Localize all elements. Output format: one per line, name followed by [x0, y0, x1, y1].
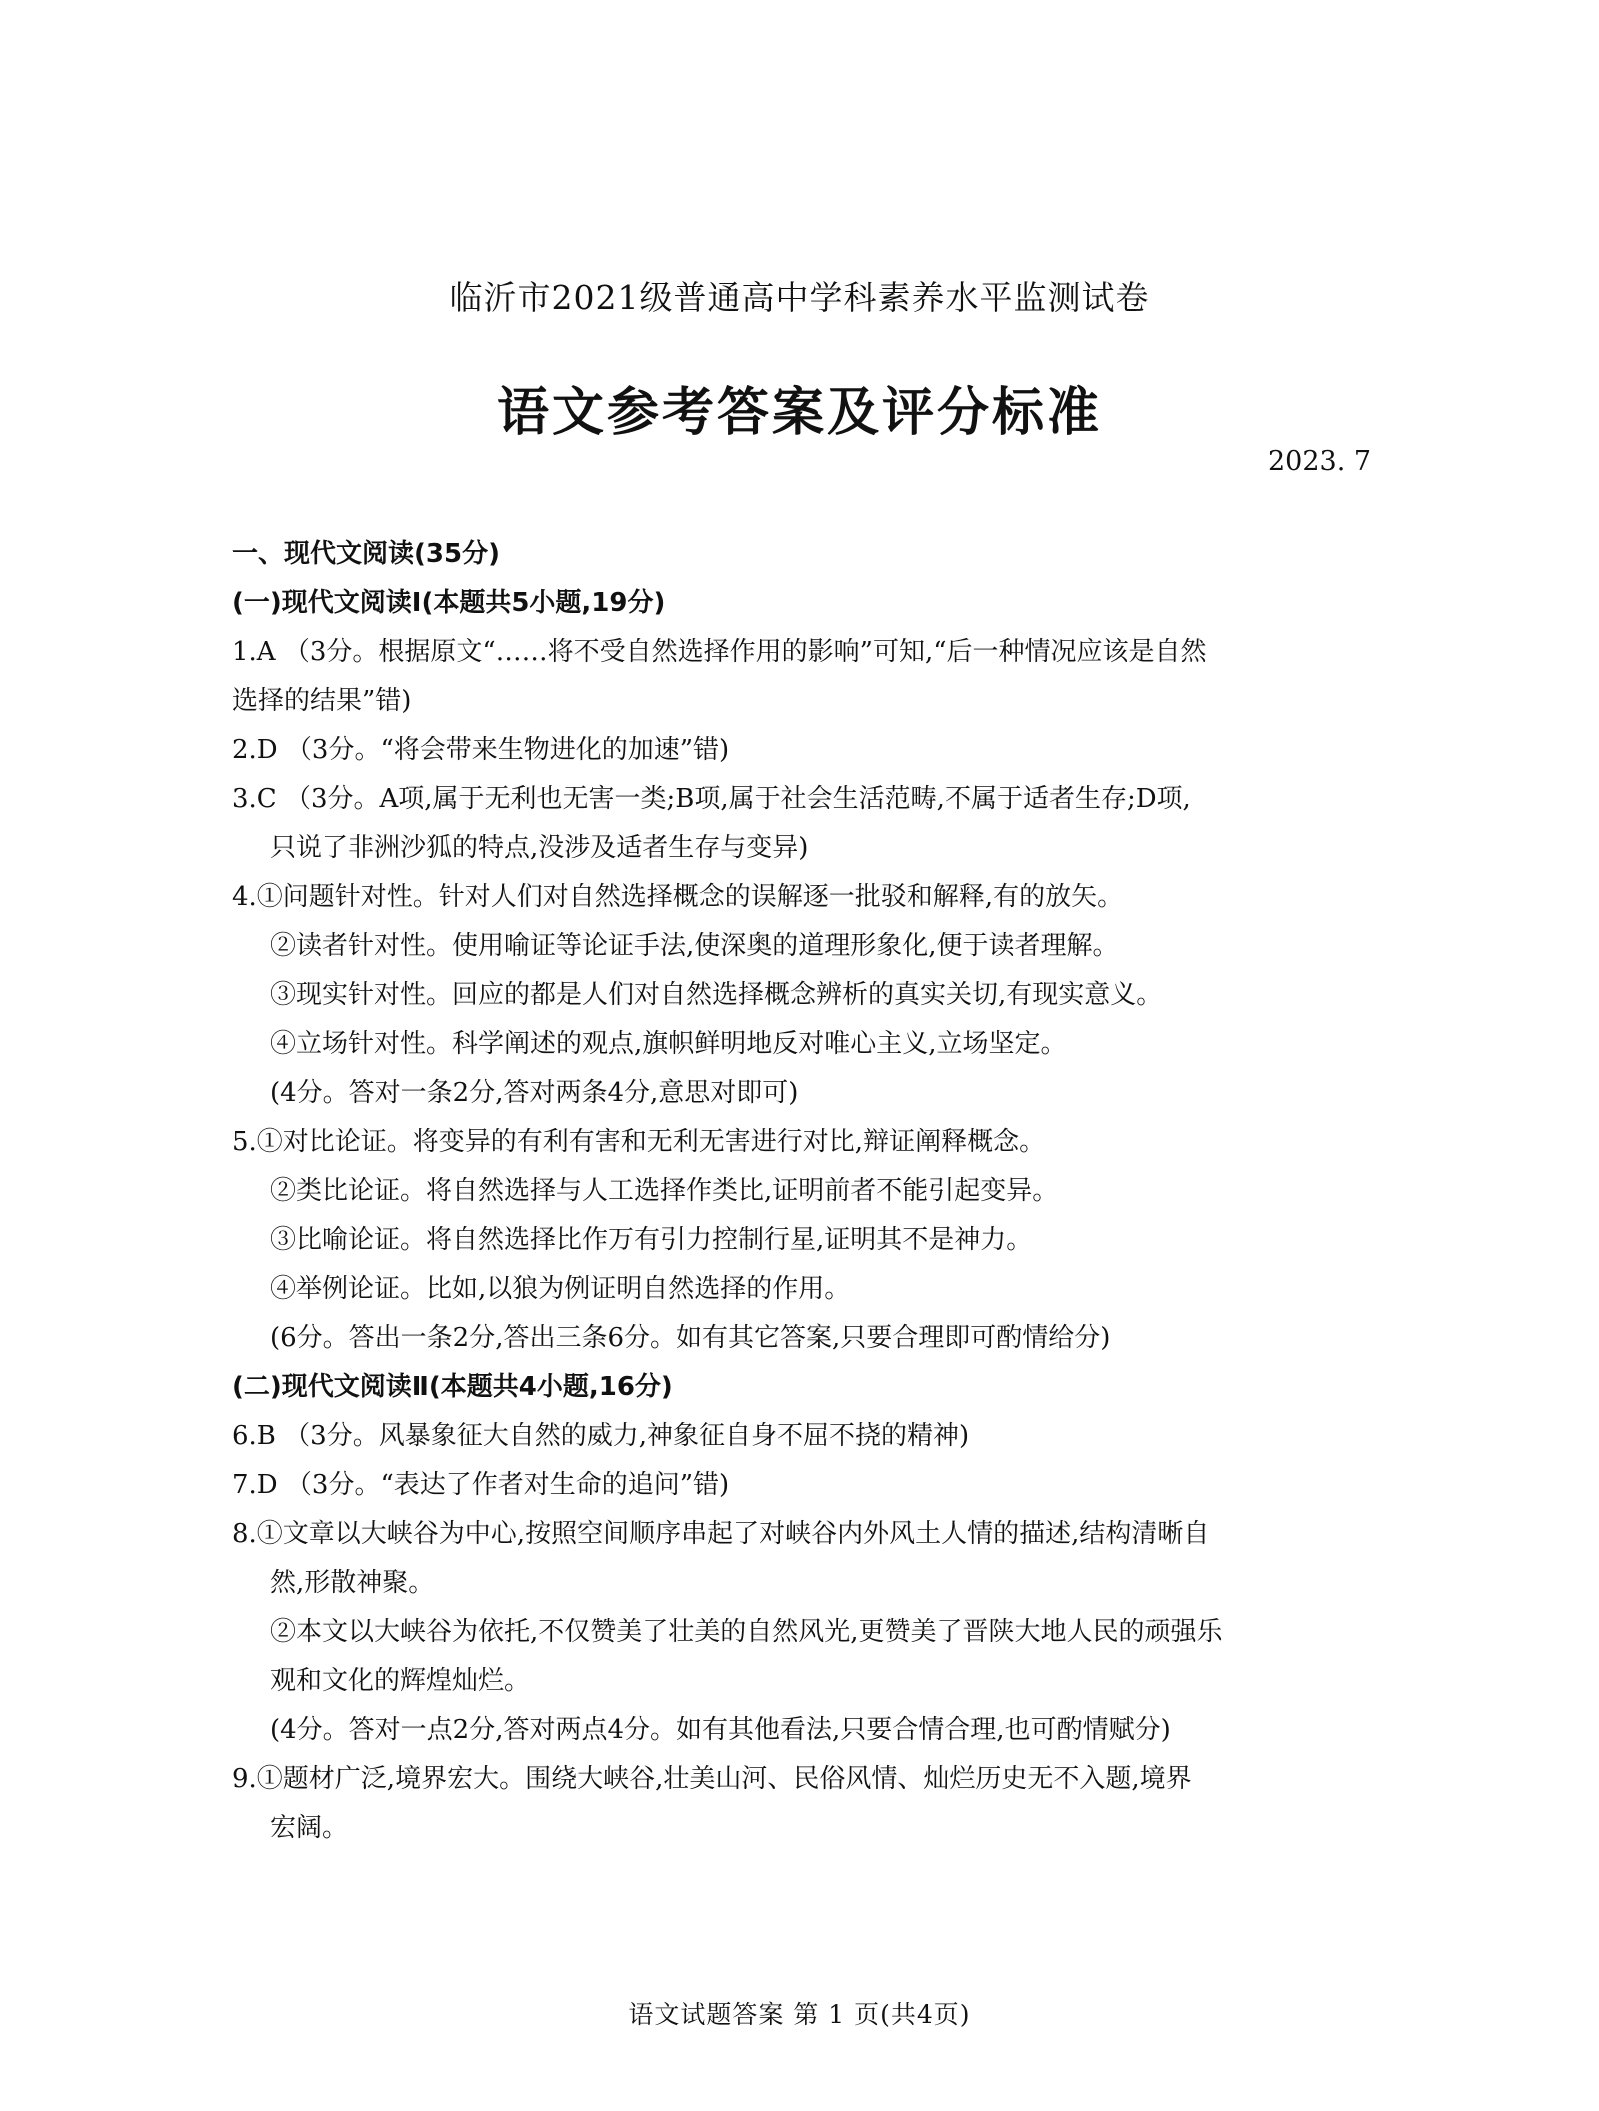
- answer-line: 7.D （3分。“表达了作者对生命的追问”错): [232, 1470, 730, 1500]
- answer-line: 2.D （3分。“将会带来生物进化的加速”错): [232, 735, 730, 765]
- answer-line: 观和文化的辉煌灿烂。: [270, 1666, 531, 1696]
- document-date: 2023. 7: [1268, 446, 1372, 477]
- answer-line: 然,形散神聚。: [270, 1568, 435, 1598]
- answer-line: ②本文以大峡谷为依托,不仅赞美了壮美的自然风光,更赞美了晋陕大地人民的顽强乐: [270, 1617, 1223, 1647]
- section-heading: (一)现代文阅读Ⅰ(本题共5小题,19分): [232, 588, 666, 618]
- page-footer: 语文试题答案 第 1 页(共4页): [628, 2000, 971, 2029]
- answer-line: ②读者针对性。使用喻证等论证手法,使深奥的道理形象化,便于读者理解。: [270, 931, 1119, 961]
- answer-content: [232, 530, 1362, 1853]
- answer-line: (4分。答对一条2分,答对两条4分,意思对即可): [270, 1078, 799, 1108]
- answer-line: (6分。答出一条2分,答出三条6分。如有其它答案,只要合理即可酌情给分): [270, 1323, 1111, 1353]
- answer-line: 1.A （3分。根据原文“……将不受自然选择作用的影响”可知,“后一种情况应该是自然: [232, 637, 1207, 667]
- section-heading: (二)现代文阅读Ⅱ(本题共4小题,16分): [232, 1372, 673, 1402]
- document-title: 语文参考答案及评分标准: [496, 383, 1102, 443]
- answer-line: 8.①文章以大峡谷为中心,按照空间顺序串起了对峡谷内外风土人情的描述,结构清晰自: [232, 1519, 1210, 1549]
- answer-line: 4.①问题针对性。针对人们对自然选择概念的误解逐一批驳和解释,有的放矢。: [232, 882, 1124, 912]
- answer-line: ④举例论证。比如,以狼为例证明自然选择的作用。: [270, 1274, 851, 1304]
- section-heading: 一、现代文阅读(35分): [232, 539, 500, 569]
- answer-line: 5.①对比论证。将变异的有利有害和无利无害进行对比,辩证阐释概念。: [232, 1127, 1046, 1157]
- answer-line: 3.C （3分。A项,属于无利也无害一类;B项,属于社会生活范畴,不属于适者生存;D项,: [232, 784, 1191, 814]
- answer-line: 6.B （3分。风暴象征大自然的威力,神象征自身不屈不挠的精神): [232, 1421, 970, 1451]
- answer-line: (4分。答对一点2分,答对两点4分。如有其他看法,只要合情合理,也可酌情赋分): [270, 1715, 1171, 1745]
- answer-line: ④立场针对性。科学阐述的观点,旗帜鲜明地反对唯心主义,立场坚定。: [270, 1029, 1067, 1059]
- answer-line: ②类比论证。将自然选择与人工选择作类比,证明前者不能引起变异。: [270, 1176, 1059, 1206]
- document-subtitle: 临沂市2021级普通高中学科素养水平监测试卷: [449, 278, 1150, 317]
- answer-line: 宏阔。: [270, 1813, 349, 1843]
- answer-line: 选择的结果”错): [232, 686, 412, 716]
- answer-line: 9.①题材广泛,境界宏大。围绕大峡谷,壮美山河、民俗风情、灿烂历史无不入题,境界: [232, 1764, 1192, 1794]
- answer-line: ③比喻论证。将自然选择比作万有引力控制行星,证明其不是神力。: [270, 1225, 1033, 1255]
- answer-line: 只说了非洲沙狐的特点,没涉及适者生存与变异): [270, 833, 809, 863]
- answer-line: ③现实针对性。回应的都是人们对自然选择概念辨析的真实关切,有现实意义。: [270, 980, 1163, 1010]
